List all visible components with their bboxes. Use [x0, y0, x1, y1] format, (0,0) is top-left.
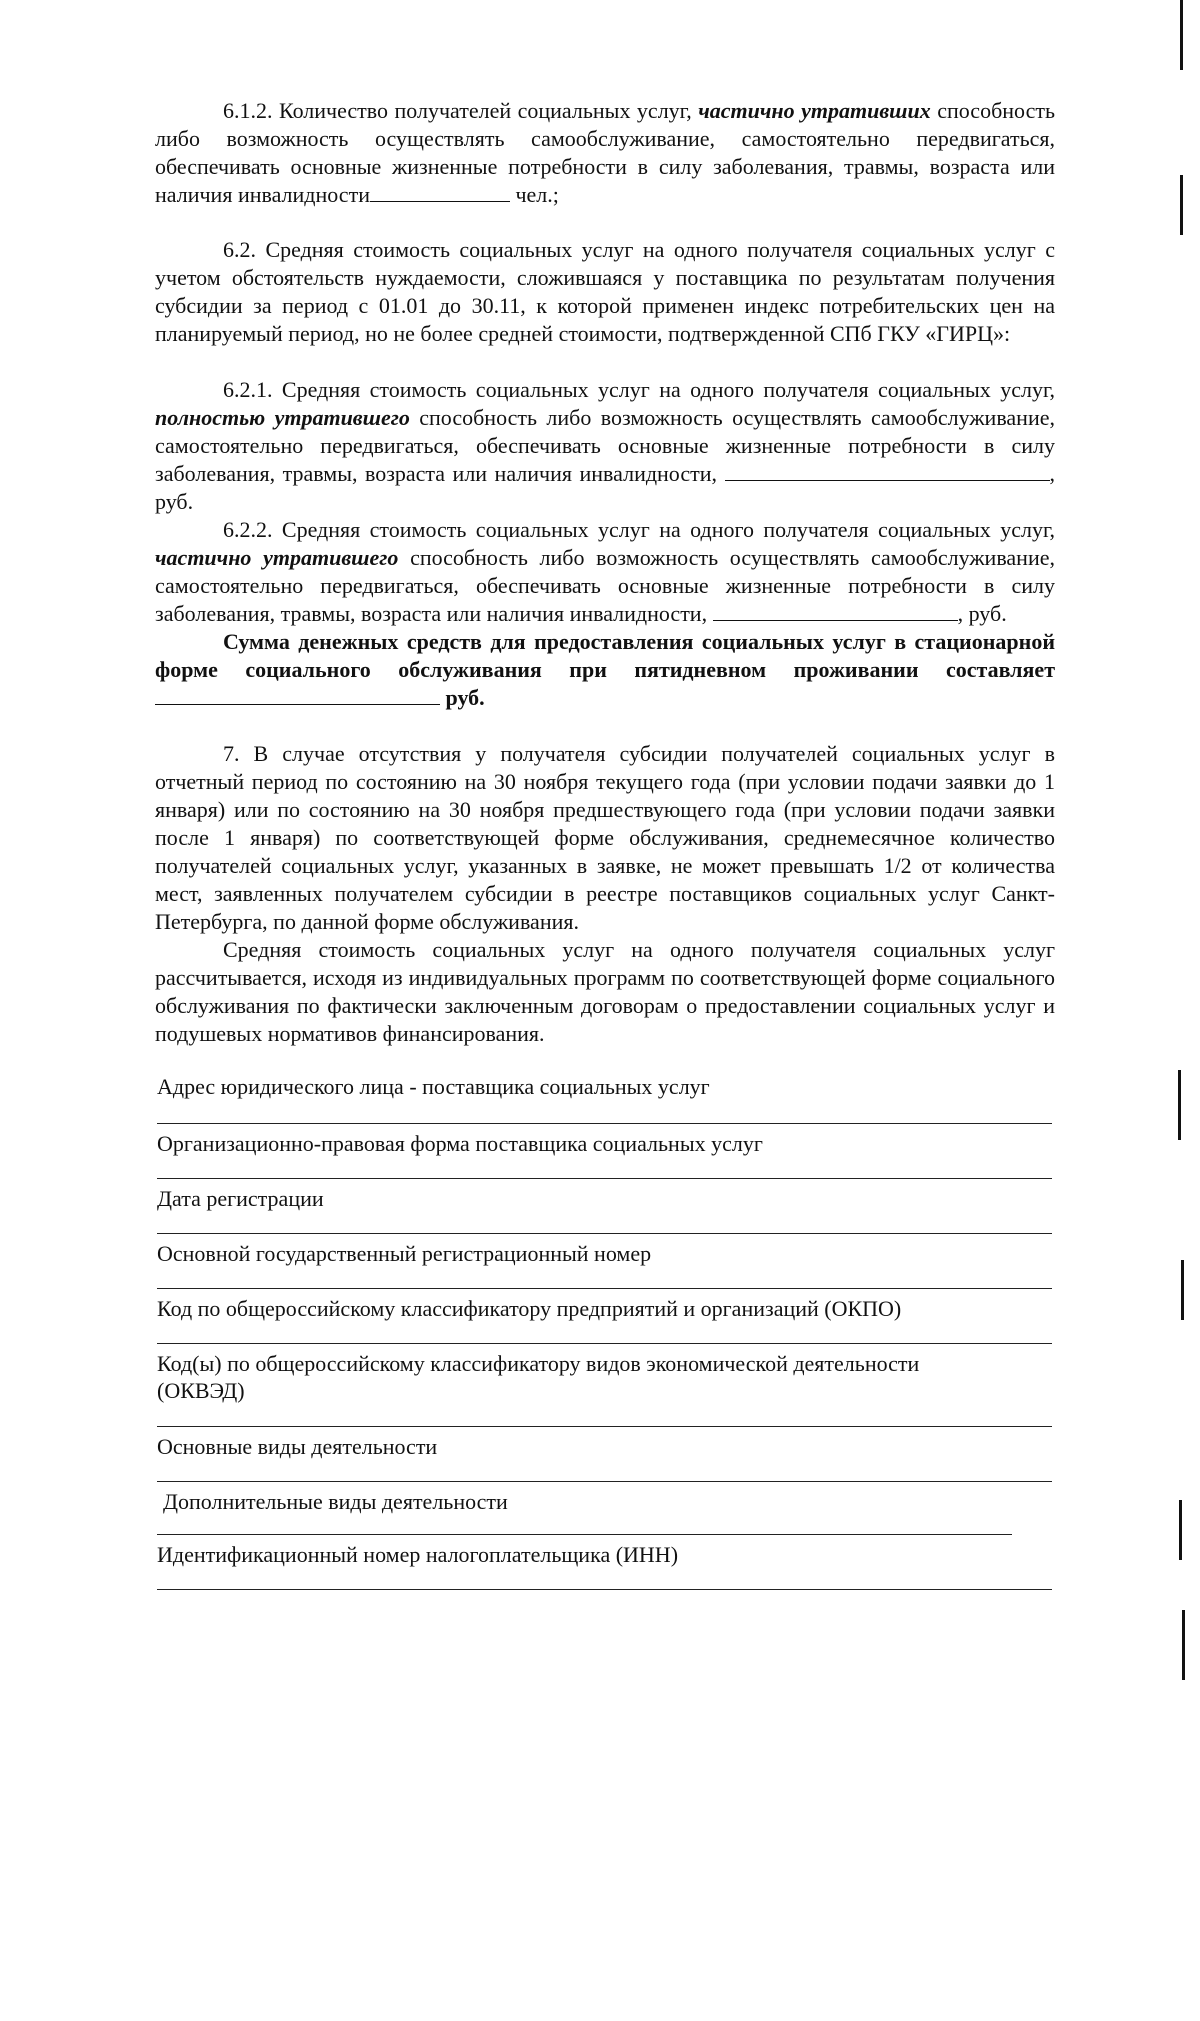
p612-emphasis: частично утративших	[698, 98, 931, 123]
paragraph-6-2-1	[155, 376, 1055, 516]
field-okved-label-1: Код(ы) по общероссийскому классификатору видов экономической деятельности	[157, 1351, 920, 1376]
scan-edge-mark	[1181, 1260, 1184, 1320]
p621-emphasis: полностью утратившего	[155, 405, 410, 430]
field-main-activity-line	[157, 1481, 1052, 1482]
field-okved-line	[157, 1426, 1052, 1427]
sum-unit: руб.	[440, 685, 485, 710]
avg-cost-full-blank[interactable]	[725, 460, 1050, 481]
field-inn-line	[157, 1589, 1052, 1590]
p612-text-1: 6.1.2. Количество получателей социальных услуг,	[223, 98, 699, 123]
p612-text-2: способность либо возможность осуществлять самообслуживание, самостоятельно передвигаться, обеспечивать основные жизненные потребности в силу заболевания, травмы, возраста или наличия инвалидности	[155, 98, 1055, 207]
p622-emphasis: частично утратившего	[155, 545, 399, 570]
sum-amount-blank[interactable]	[155, 684, 440, 705]
p612-unit: чел.;	[509, 182, 559, 207]
avg-cost-partial-blank[interactable]	[713, 600, 958, 621]
p62-text: 6.2. Средняя стоимость социальных услуг на одного получателя социальных услуг с учетом обстоятельств нуждаемости, сложившаяся у поставщика по результатам получения субсидии за период с 01.01 до 30.11, к которой применен индекс потребительских цен на планируемый период, но не более средней стоимости, подтвержденной СПб ГКУ «ГИРЦ»:	[155, 237, 1055, 346]
p622-text-2: способность либо возможность осуществлять самообслуживание, самостоятельно передвигаться, обеспечивать основные жизненные потребности в силу заболевания, травмы, возраста или наличия инвалидности,	[155, 545, 1055, 626]
field-inn-label: Идентификационный номер налогоплательщика (ИНН)	[157, 1542, 679, 1567]
paragraph-average-cost	[155, 936, 1055, 1048]
p622-text-1: 6.2.2. Средняя стоимость социальных услуг на одного получателя социальных услуг,	[223, 517, 1055, 542]
p621-unit: , руб.	[155, 461, 1055, 514]
sum-text: Сумма денежных средств для предоставления социальных услуг в стационарной форме социального обслуживания при пятидневном проживании составляет	[155, 629, 1055, 682]
p621-text-1: 6.2.1. Средняя стоимость социальных услуг на одного получателя социальных услуг,	[223, 377, 1055, 402]
field-okpo-label: Код по общероссийскому классификатору предприятий и организаций (ОКПО)	[157, 1296, 902, 1321]
paragraph-6-2	[155, 236, 1055, 348]
field-address-line	[157, 1123, 1052, 1124]
paragraph-6-1-2	[155, 97, 1055, 209]
field-reg-date-line	[157, 1233, 1052, 1234]
field-ogrn-line	[157, 1288, 1052, 1289]
field-extra-activity-label: Дополнительные виды деятельности	[163, 1489, 508, 1514]
field-okved-label-2: (ОКВЭД)	[157, 1378, 245, 1403]
paragraph-6-2-2	[155, 516, 1055, 628]
scan-edge-mark	[1180, 175, 1183, 235]
field-reg-date-label: Дата регистрации	[157, 1186, 324, 1211]
field-org-form-label: Организационно-правовая форма поставщика социальных услуг	[157, 1131, 763, 1156]
p7-text: 7. В случае отсутствия у получателя субсидии получателей социальных услуг в отчетный период по состоянию на 30 ноября текущего года (при условии подачи заявки до 1 января) или по состоянию на 30 ноября предшествующего года (при условии подачи заявки после 1 января) по соответствующей форме обслуживания, среднемесячное количество получателей социальных услуг, указанных в заявке, не может превышать 1/2 от количества мест, заявленных получателем субсидии в реестре поставщиков социальных услуг Санкт-Петербурга, по данной форме обслуживания.	[155, 741, 1055, 934]
field-address-label: Адрес юридического лица - поставщика социальных услуг	[157, 1074, 710, 1099]
field-ogrn-label: Основной государственный регистрационный номер	[157, 1241, 652, 1266]
p622-unit: , руб.	[957, 601, 1007, 626]
scan-edge-mark	[1179, 1500, 1182, 1560]
field-main-activity-label: Основные виды деятельности	[157, 1434, 438, 1459]
scan-edge-mark	[1178, 1070, 1181, 1140]
p-avg-text: Средняя стоимость социальных услуг на одного получателя социальных услуг рассчитывается, исходя из индивидуальных программ по соответствующей форме социального обслуживания по фактически заключенным договорам о предоставлении социальных услуг и подушевых нормативов финансирования.	[155, 937, 1055, 1046]
field-okpo-line	[157, 1343, 1052, 1344]
p621-text-2: способность либо возможность осуществлять самообслуживание, самостоятельно передвигаться, обеспечивать основные жизненные потребности в силу заболевания, травмы, возраста или наличия инвалидности,	[155, 405, 1055, 486]
scan-edge-mark	[1180, 0, 1183, 70]
field-extra-activity-line	[157, 1534, 1012, 1535]
paragraph-7	[155, 740, 1055, 936]
scan-edge-mark	[1182, 1610, 1185, 1680]
paragraph-sum	[155, 628, 1055, 712]
field-org-form-line	[157, 1178, 1052, 1179]
recipients-partial-count-blank[interactable]	[370, 181, 510, 202]
